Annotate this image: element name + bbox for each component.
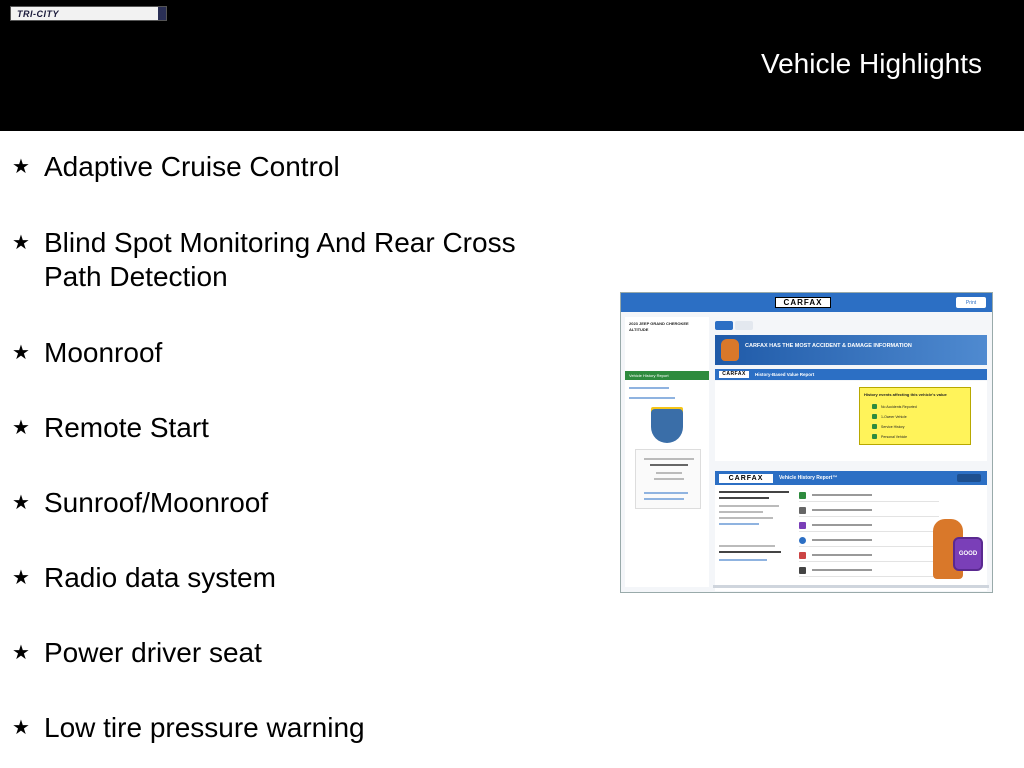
- dealer-card: [635, 449, 701, 509]
- sidebar-link-placeholder[interactable]: [629, 397, 675, 399]
- car-icon: [872, 434, 877, 439]
- history-row[interactable]: [799, 534, 939, 547]
- value-event-item: 1-Owner Vehicle: [866, 414, 907, 419]
- logo-brand-text: TRI-CITY: [17, 8, 59, 19]
- feature-label: Adaptive Cruise Control: [44, 151, 340, 182]
- history-row[interactable]: [799, 549, 939, 562]
- history-report-bar: [715, 471, 987, 485]
- accident-check-icon: [799, 492, 806, 499]
- feature-item: [12, 486, 574, 520]
- report-top-bar: [621, 293, 992, 312]
- value-event-item: Personal Vehicle: [866, 434, 907, 439]
- carfax-report-thumbnail[interactable]: [620, 292, 993, 593]
- carfax-logo-medium: CARFAX: [719, 474, 773, 483]
- star-icon: ★: [12, 156, 30, 178]
- history-row[interactable]: [799, 489, 939, 502]
- history-view-button[interactable]: [957, 474, 981, 482]
- report-tabs: [715, 321, 755, 330]
- feature-label: Blind Spot Monitoring And Rear Cross Path Detection: [44, 227, 516, 292]
- logo-phone: [158, 7, 166, 20]
- history-row[interactable]: [799, 519, 939, 532]
- good-value-badge: GOOD: [953, 537, 983, 571]
- fox-mascot-icon: [721, 339, 739, 361]
- feature-item: [12, 150, 574, 184]
- shield-badge-icon: [651, 409, 683, 443]
- feature-label: Low tire pressure warning: [44, 712, 365, 743]
- value-event-item: Service History: [866, 424, 905, 429]
- tab-report[interactable]: [715, 321, 733, 330]
- history-row[interactable]: [799, 504, 939, 517]
- history-report-section: [715, 471, 987, 591]
- reliability-icon: [799, 522, 806, 529]
- feature-label: Remote Start: [44, 412, 209, 443]
- tab-secondary[interactable]: [735, 321, 753, 330]
- feature-label: Power driver seat: [44, 637, 262, 668]
- sidebar-item-history[interactable]: Vehicle History Report: [625, 371, 709, 380]
- value-events-box: [859, 387, 971, 445]
- feature-item: [12, 336, 574, 370]
- header-bar: [0, 0, 1024, 131]
- value-report-bar: [715, 369, 987, 380]
- star-icon: ★: [12, 417, 30, 439]
- star-icon: ★: [12, 642, 30, 664]
- banner-text: CARFAX HAS THE MOST ACCIDENT & DAMAGE INFORMATION: [745, 343, 912, 349]
- value-event-item: No Accidents Reported: [866, 404, 917, 409]
- odometer-icon: [799, 567, 806, 574]
- dealer-logo[interactable]: [10, 6, 167, 21]
- feature-label: Moonroof: [44, 337, 163, 368]
- feature-label: Sunroof/Moonroof: [44, 487, 269, 518]
- lease-icon: [799, 552, 806, 559]
- owner-icon: [799, 537, 806, 544]
- feature-label: Radio data system: [44, 562, 276, 593]
- star-icon: ★: [12, 492, 30, 514]
- print-button[interactable]: Print: [956, 297, 986, 308]
- star-icon: ★: [12, 342, 30, 364]
- carfax-banner: [715, 335, 987, 365]
- page-title: Vehicle Highlights: [760, 48, 982, 79]
- history-report-title: Vehicle History Report™: [779, 475, 838, 481]
- feature-item: [12, 636, 574, 670]
- star-icon: ★: [12, 232, 30, 254]
- carfax-logo-small: CARFAX: [719, 371, 749, 378]
- owner-icon: [872, 414, 877, 419]
- vehicle-title: 2023 JEEP GRAND CHEROKEE ALTITUDE: [629, 321, 689, 332]
- report-sidebar: [625, 317, 709, 587]
- star-icon: ★: [12, 717, 30, 739]
- check-icon: [872, 404, 877, 409]
- value-report-title: History-Based Value Report: [755, 372, 815, 377]
- sidebar-link-placeholder[interactable]: [629, 387, 669, 389]
- feature-item: [12, 711, 574, 745]
- report-main: [713, 317, 989, 591]
- wrench-icon: [872, 424, 877, 429]
- feature-item: [12, 561, 574, 595]
- history-row[interactable]: [799, 564, 939, 577]
- carfax-logo: CARFAX: [775, 297, 831, 308]
- wrench-icon: [799, 507, 806, 514]
- value-events-title: History events affecting this vehicle's value: [864, 392, 947, 397]
- value-report-box: [715, 381, 987, 461]
- star-icon: ★: [12, 567, 30, 589]
- report-footer: [713, 585, 989, 588]
- feature-item: [12, 411, 574, 445]
- feature-item: [12, 226, 574, 294]
